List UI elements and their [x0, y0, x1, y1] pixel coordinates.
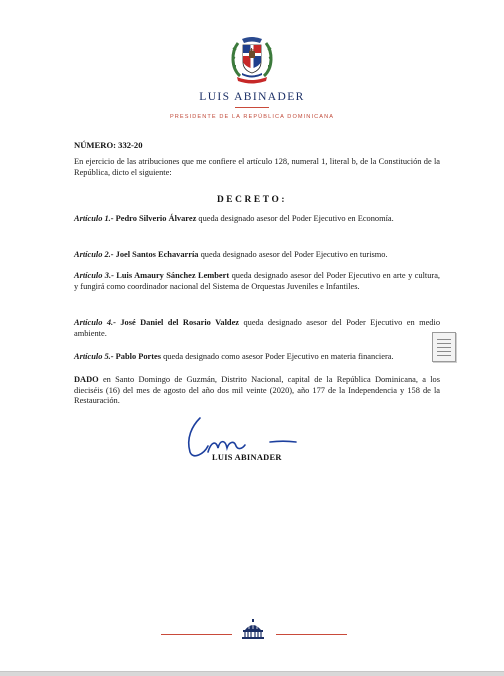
- closing-paragraph: [74, 375, 440, 407]
- article-label: Artículo 2.-: [74, 250, 114, 259]
- article-4: [74, 318, 440, 339]
- article-person: Pedro Silverio Álvarez: [115, 214, 197, 223]
- closing-label: DADO: [74, 375, 99, 384]
- article-person: Pablo Portes: [115, 352, 162, 361]
- name-underline-divider: [235, 107, 269, 108]
- intro-paragraph: En ejercicio de las atribuciones que me confiere el artículo 128, numeral 1, literal b, de la Constitución de la República, dicto el siguiente:: [74, 157, 440, 177]
- signer-name: LUIS ABINADER: [212, 453, 282, 462]
- leader-name: LUIS ABINADER: [199, 91, 305, 103]
- article-label: Artículo 3.-: [74, 271, 114, 280]
- article-person: José Daniel del Rosario Valdez: [120, 318, 239, 327]
- article-5: [74, 352, 432, 363]
- article-3: [74, 271, 440, 292]
- closing-text: en Santo Domingo de Guzmán, Distrito Nacional, capital de la República Dominicana, a los dieciséis (16) del mes de agosto del año dos mil veinte (2020), año 177 de la Independencia y 158 de la Restauración.: [74, 375, 440, 406]
- decree-number: NÚMERO: 332-20: [74, 140, 143, 150]
- article-text: queda designado asesor del Poder Ejecutivo en arte y cultura, y fungirá como coordinador nacional del Sistema de Orquestas Juveniles e Infantiles.: [74, 271, 441, 291]
- leader-title: PRESIDENTE DE LA REPÚBLICA DOMINICANA: [169, 114, 335, 120]
- article-person: Luis Amaury Sánchez Lembert: [116, 271, 230, 280]
- article-2: [74, 250, 440, 261]
- document-icon[interactable]: [432, 332, 456, 362]
- article-label: Artículo 1.-: [74, 214, 114, 223]
- article-label: Artículo 4.-: [74, 318, 116, 327]
- article-text: queda designado asesor del Poder Ejecutivo en turismo.: [200, 250, 388, 259]
- article-text: queda designado como asesor Poder Ejecutivo en materia financiera.: [163, 352, 394, 361]
- article-label: Artículo 5.-: [74, 352, 114, 361]
- article-person: Joel Santos Echavarría: [115, 250, 199, 259]
- article-text: queda designado asesor del Poder Ejecutivo en medio ambiente.: [74, 318, 441, 338]
- article-1: [74, 214, 440, 225]
- page-bottom-edge: [0, 671, 504, 676]
- footer-rule-left: [161, 634, 232, 635]
- coat-of-arms-icon: [228, 34, 276, 84]
- decree-heading: DECRETO:: [216, 195, 288, 205]
- footer-rule-right: [276, 634, 347, 635]
- article-text: queda designado asesor del Poder Ejecutivo en Economía.: [198, 214, 394, 223]
- national-palace-dome-icon: [240, 619, 266, 639]
